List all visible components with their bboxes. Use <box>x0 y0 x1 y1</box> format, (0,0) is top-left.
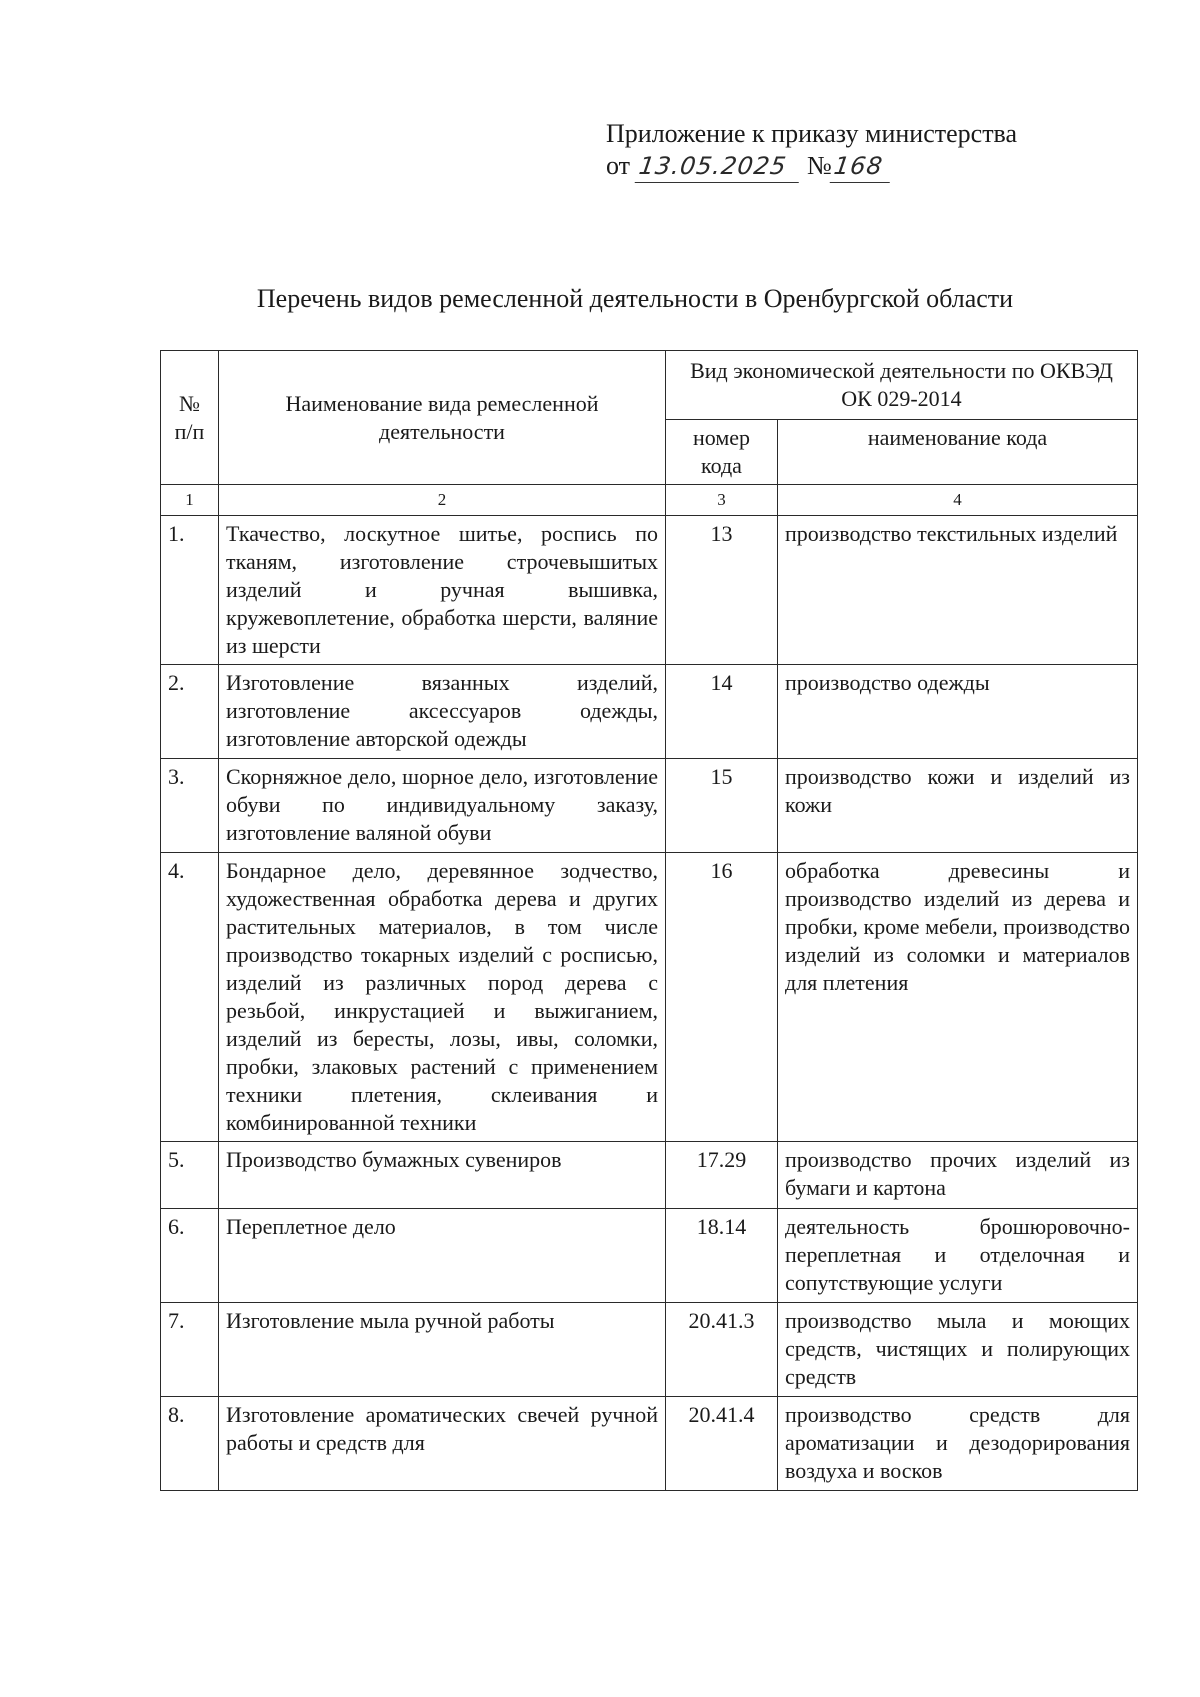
okved-code: 14 <box>666 665 778 759</box>
okved-code: 16 <box>666 853 778 1142</box>
column-number: 2 <box>219 485 666 516</box>
craft-name: Бондарное дело, деревянное зодчество, художественная обработка дерева и других растительных материалов, в том числе производство токарных изделий с росписью, изделий из различных пород дерева с резьбой, инкрустацией и выжиганием, изделий из бересты, лозы, ивы, соломки, пробки, злаковых растений с применением техники плетения, склеивания и комбинированной техники <box>219 853 666 1142</box>
order-date-handwritten: 13.05.2025 <box>634 150 803 183</box>
craft-name: Скорняжное дело, шорное дело, изготовление обуви по индивидуальному заказу, изготовление валяной обуви <box>219 759 666 853</box>
okved-code: 15 <box>666 759 778 853</box>
okved-code: 13 <box>666 516 778 665</box>
okved-code: 17.29 <box>666 1142 778 1209</box>
table-header-row <box>161 351 1138 420</box>
column-number-row <box>161 485 1138 516</box>
table-row <box>161 759 1138 853</box>
okved-code: 18.14 <box>666 1209 778 1303</box>
header-okved: Вид экономической деятельности по ОКВЭД ОК 029-2014 <box>666 351 1138 420</box>
craft-name: Изготовление вязанных изделий, изготовление аксессуаров одежды, изготовление авторской одежды <box>219 665 666 759</box>
order-number-handwritten: 168 <box>830 150 895 183</box>
column-number: 4 <box>778 485 1138 516</box>
header-code-name: наименование кода <box>778 420 1138 485</box>
okved-code-name: деятельность брошюровочно-переплетная и отделочная и сопутствующие услуги <box>778 1209 1138 1303</box>
number-label: № <box>807 151 832 180</box>
okved-code-name: производство кожи и изделий из кожи <box>778 759 1138 853</box>
document-title: Перечень видов ремесленной деятельности в Оренбургской области <box>256 284 1014 313</box>
row-number: 3. <box>161 759 219 853</box>
column-number: 1 <box>161 485 219 516</box>
craft-name: Переплетное дело <box>219 1209 666 1303</box>
table-row <box>161 516 1138 665</box>
craft-name: Производство бумажных сувениров <box>219 1142 666 1209</box>
appendix-header <box>606 118 1017 183</box>
row-number: 8. <box>161 1397 219 1491</box>
appendix-line: Приложение к приказу министерства <box>606 119 1018 148</box>
okved-code-name: производство мыла и моющих средств, чистящих и полирующих средств <box>778 1303 1138 1397</box>
header-code-number: номер кода <box>666 420 778 485</box>
table-row <box>161 1303 1138 1397</box>
row-number: 4. <box>161 853 219 1142</box>
row-number: 5. <box>161 1142 219 1209</box>
table-row <box>161 1397 1138 1491</box>
crafts-table <box>160 350 1138 1491</box>
header-no: № п/п <box>161 351 219 485</box>
craft-name: Изготовление мыла ручной работы <box>219 1303 666 1397</box>
row-number: 7. <box>161 1303 219 1397</box>
table-row <box>161 1209 1138 1303</box>
okved-code-name: производство прочих изделий из бумаги и картона <box>778 1142 1138 1209</box>
craft-name: Изготовление ароматических свечей ручной работы и средств для <box>219 1397 666 1491</box>
okved-code: 20.41.4 <box>666 1397 778 1491</box>
okved-code-name: производство текстильных изделий <box>778 516 1138 665</box>
header-craft-name: Наименование вида ремесленной деятельности <box>219 351 666 485</box>
okved-code-name: обработка древесины и производство изделий из дерева и пробки, кроме мебели, производство изделий из соломки и материалов для плетения <box>778 853 1138 1142</box>
row-number: 6. <box>161 1209 219 1303</box>
okved-code-name: производство одежды <box>778 665 1138 759</box>
table-row <box>161 1142 1138 1209</box>
row-number: 1. <box>161 516 219 665</box>
table-row <box>161 853 1138 1142</box>
row-number: 2. <box>161 665 219 759</box>
okved-code: 20.41.3 <box>666 1303 778 1397</box>
column-number: 3 <box>666 485 778 516</box>
craft-name: Ткачество, лоскутное шитье, роспись по тканям, изготовление строчевышитых изделий и ручная вышивка, кружевоплетение, обработка шерсти, валяние из шерсти <box>219 516 666 665</box>
order-reference <box>606 150 1017 183</box>
table-row <box>161 665 1138 759</box>
from-label: от <box>606 151 631 180</box>
okved-code-name: производство средств для ароматизации и дезодорирования воздуха и восков <box>778 1397 1138 1491</box>
